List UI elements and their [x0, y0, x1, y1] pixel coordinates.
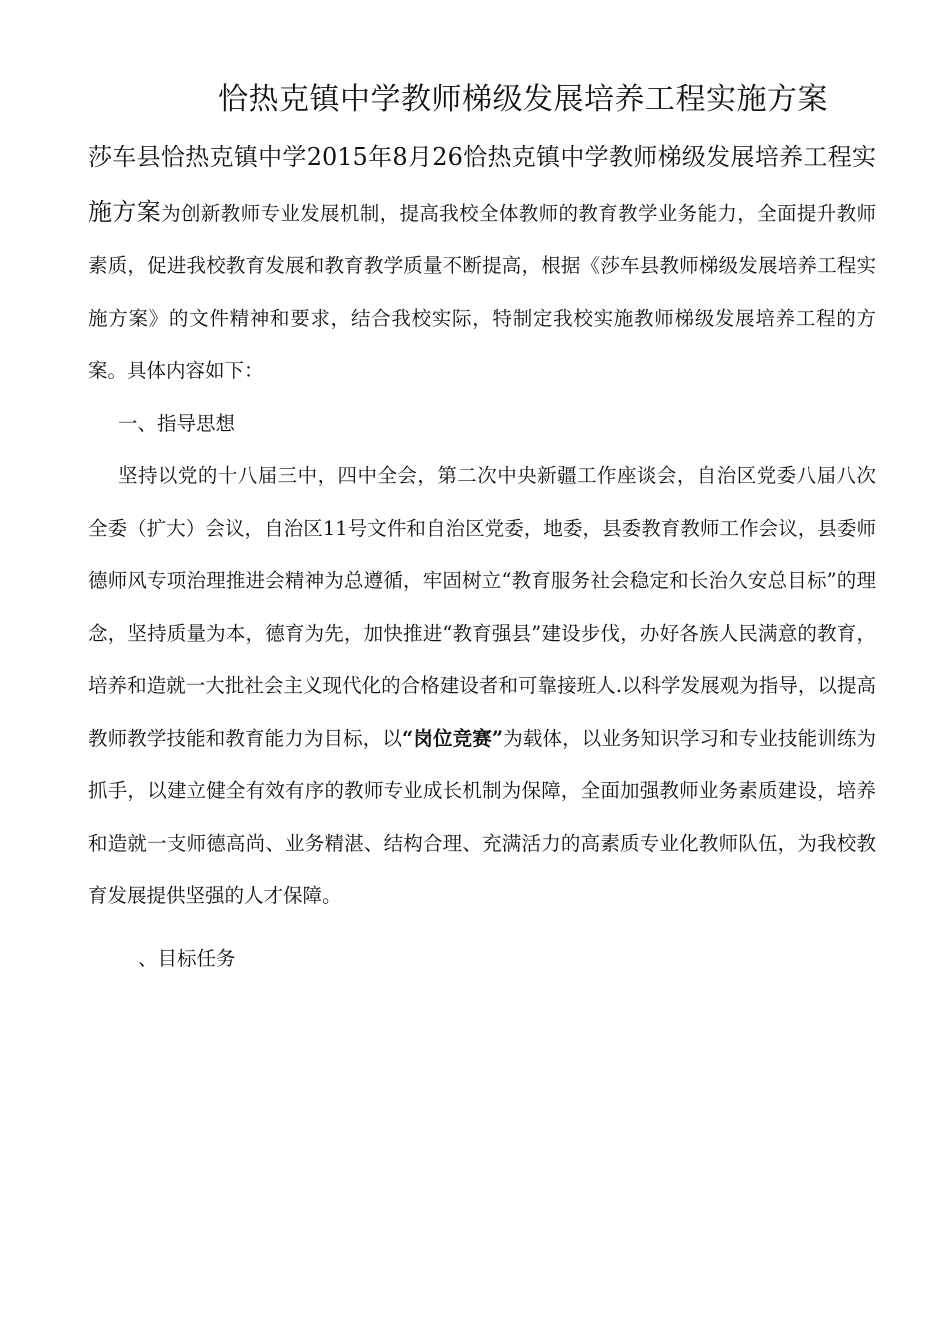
guiding-thought-paragraph [88, 450, 876, 923]
guiding-thought-text-part-2: 为载体，以业务知识学习和专业技能训练为抓手，以建立健全有效有序的教师专业成长机制为保障，全面加强教师业务素质建设，培养和造就一支师德高尚、业务精湛、结构合理、充满活力的高素质专业化教师队伍，为我校教育发展提供坚强的人才保障。 [88, 726, 876, 907]
lead-heading-text: 莎车县恰热克镇中学2015年8月26恰热克镇中学教师梯级发展培养工程实施方案 [88, 143, 876, 226]
guiding-thought-text-part-1: 坚持以党的十八届三中，四中全会，第二次中央新疆工作座谈会，自治区党委八届八次全委（扩大）会议，自治区11号文件和自治区党委，地委，县委教育教师工作会议，县委师德师风专项治理推进会精神为总遵循，牢固树立“教育服务社会稳定和长治久安总目标”的理念，坚持质量为本，德育为先，加快推进“教育强县”建设步伐，办好各族人民满意的教育，培养和造就一大批社会主义现代化的合格建设者和可靠接班人.以科学发展观为指导，以提高教师教学技能和教育能力为目标，以 [88, 464, 876, 750]
position-competition-phrase: “岗位竞赛” [402, 726, 504, 750]
lead-body-text: 为创新教师专业发展机制，提高我校全体教师的教育教学业务能力，全面提升教师素质，促进我校教育发展和教育教学质量不断提高，根据《莎车县教师梯级发展培养工程实施方案》的文件精神和要求，结合我校实际，特制定我校实施教师梯级发展培养工程的方案。具体内容如下： [88, 201, 876, 382]
lead-paragraph [88, 131, 876, 398]
document-title: 恰热克镇中学教师梯级发展培养工程实施方案 [218, 82, 828, 117]
section-heading-objectives: 、目标任务 [138, 946, 236, 970]
section-heading-guiding-thought: 一、指导思想 [118, 411, 236, 435]
